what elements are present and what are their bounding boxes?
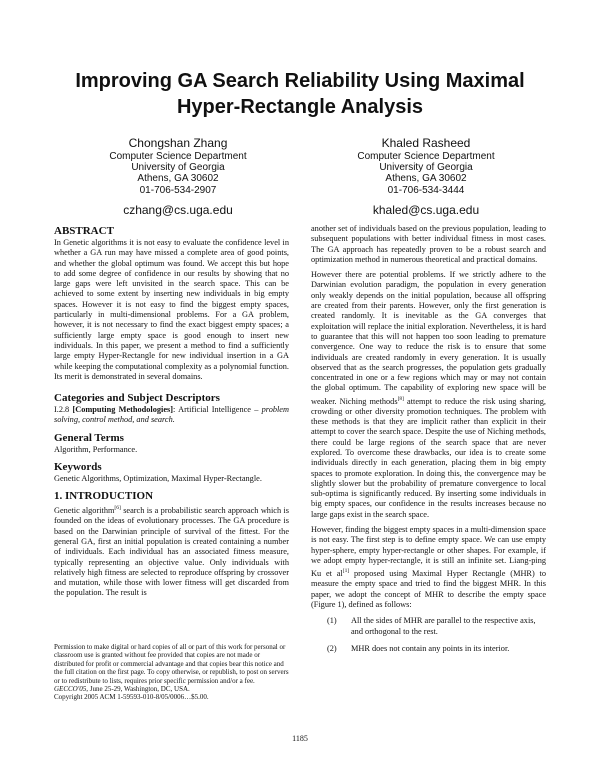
keywords-text: Genetic Algorithms, Optimization, Maximal Hyper-Rectangle. xyxy=(54,474,262,484)
citation-ref: [6] xyxy=(114,505,121,512)
author-city: Athens, GA 30602 xyxy=(385,173,467,185)
paragraph-text-a: However, finding the biggest empty spaces in a multi-dimension space is not easy. The first step is to define empty space. We can use empty hyper-sphere, empty hyper-rectangle or other shapes. For example, if we adopt empty hyper-rectangle, it is still an infinite set. Liang-ping Ku et al xyxy=(311,525,546,579)
list-text: All the sides of MHR are parallel to the respective axis, and orthogonal to the rest. xyxy=(351,616,536,636)
intro-text-b: search is a probabilistic search approach which is founded on the ideas of evolutionary processes. The GA procedure is based on the Darwinian principle of survival of the fittest. For the general GA, first an initial population is created containing a number of individuals. Each individual has an associated fitness measure, typically representing an objective value. Only individuals with relatively high fitness are selected to reproduce offspring by crossover and mutation, while those with lower fitness will get discarded from the population. The result is xyxy=(54,506,289,598)
definition-list xyxy=(311,616,546,654)
left-column xyxy=(54,225,289,599)
intro-text-a: Genetic algorithm xyxy=(54,506,115,516)
author-email: czhang@cs.uga.edu xyxy=(123,202,233,217)
category-code: I.2.8 xyxy=(54,405,73,415)
paragraph-text-a: However there are potential problems. If we strictly adhere to the Darwinian evolution paradigm, the population in every generation only weakly depends on the initial population, because all offspring are created from their parents. However, only the first generation is created randomly. It is inevitable as the GA converges that exploitation will replace the initial exploration. Nevertheless, it is hard to guarantee that this will not happen too soon leading to premature convergence. One way to reduce the risk is to ensure that some individuals are created randomly in every generation. It is usually observed that as the search progresses, the population gets gradually concentrated in one or a few regions which may or may not contain the global optimum. The capability of exploring new space will be weaker. Niching methods xyxy=(311,270,546,406)
citation-ref: [8] xyxy=(397,395,404,402)
author-univ: University of Georgia xyxy=(379,162,473,174)
title-line-1: Improving GA Search Reliability Using Maximal xyxy=(75,70,525,92)
author-email: khaled@cs.uga.edu xyxy=(372,202,480,217)
author-block-1 xyxy=(68,136,288,217)
category-bold: [Computing Methodologies] xyxy=(72,405,174,415)
categories-heading: Categories and Subject Descriptors xyxy=(54,392,220,405)
paragraph-text-b: proposed using Maximal Hyper Rectangle (MHR) to measure the empty space and tried to find the biggest MHR. In this paper, we adopt the concept of MHR to describe the empty space (Figure 1), defined as follows: xyxy=(311,569,546,609)
author-name: Khaled Rasheed xyxy=(381,136,471,150)
list-number: (2) xyxy=(327,643,337,653)
author-block-2 xyxy=(316,136,536,217)
author-phone: 01-706-534-2907 xyxy=(139,184,217,196)
author-dept: Computer Science Department xyxy=(109,151,247,162)
abstract-text: In Genetic algorithms it is not easy to evaluate the confidence level in whether a GA run may have missed a complete area of good points, and whether the global optimum was found. We accept this but hope to add some degree of confidence in our results by showing that no large gaps were left unvisited in the search space. This can be achieved to some extent by inserting new individuals in big empty spaces. However it is not easy to find the biggest empty spaces, particularly in multi-dimensional problems. For a GA problem, however, it is not necessary to find the exact biggest empty spaces; a sufficiently large empty space is good enough to insert new individuals. In this paper, we present a method to find a sufficiently large empty Hyper-Rectangle for new individual insertion in a GA while keeping the computational complexity as a polynomial function. Its merit is demonstrated in several domains. xyxy=(54,238,289,381)
author-phone: 01-706-534-3444 xyxy=(387,184,465,196)
permission-text: Permission to make digital or hard copies of all or part of this work for personal or classroom use is granted without fee provided that copies are not made or distributed for profit or commercial advantage and that copies bear this notice and the full citation on the first page. To copy otherwise, or republish, to post on servers or to redistribute to lists, requires prior specific permission and/or a fee. xyxy=(54,643,289,685)
title-line-2: Hyper-Rectangle Analysis xyxy=(176,96,423,118)
paragraph xyxy=(311,270,546,520)
copyright-text: Copyright 2005 ACM 1-59593-010-8/05/0006…$5.00. xyxy=(54,693,209,702)
general-terms-text: Algorithm, Performance. xyxy=(54,444,138,454)
list-number: (1) xyxy=(327,616,337,626)
introduction-text xyxy=(54,503,289,598)
list-item xyxy=(327,616,546,637)
categories-text xyxy=(54,405,289,426)
paragraph-text-b: attempt to reduce the risk using sharing, crowding or other diversity promotion techniques. The problem with these methods is that they are implicit rather than explicit in their attempt to cover the search space. Despite the use of Niching methods, there could be large regions of the search space that are never explored. To overcome these drawbacks, our idea is to create some individuals directly in each generation, placing them in big empty spaces to promote exploration. In doing this, the convergence may be slightly slower but the probability of premature convergence to local sub-optima is significantly reduced. By inserting some individuals in big empty spaces, our confidence in the results increases because no large gaps exist in the search space. xyxy=(311,396,546,519)
keywords-heading: Keywords xyxy=(54,461,102,474)
conference-details: , June 25-29, Washington, DC, USA. xyxy=(86,685,190,694)
permission-notice xyxy=(54,643,289,702)
introduction-heading: 1. INTRODUCTION xyxy=(54,490,154,503)
conference-name: GECCO'05 xyxy=(54,685,87,694)
author-univ: University of Georgia xyxy=(131,162,225,174)
category-rest: : Artificial Intelligence – xyxy=(173,405,259,415)
general-terms-heading: General Terms xyxy=(54,431,124,444)
list-item xyxy=(327,644,546,654)
abstract-heading: ABSTRACT xyxy=(54,225,114,237)
category-italic: problem solving, control method, and search. xyxy=(54,405,289,425)
author-dept: Computer Science Department xyxy=(357,151,495,162)
page-number: 1185 xyxy=(292,734,308,743)
author-city: Athens, GA 30602 xyxy=(137,173,219,185)
right-column xyxy=(311,224,546,654)
paragraph xyxy=(311,525,546,610)
author-name: Chongshan Zhang xyxy=(128,136,228,150)
paragraph: another set of individuals based on the previous population, leading to subsequent populations with better individual fitness in most cases. The GA approach has repeatedly proven to be a robust search and optimization method in numerous theoretical and practical domains. xyxy=(311,224,546,264)
citation-ref: [1] xyxy=(342,568,350,575)
paper-title xyxy=(60,68,540,120)
list-text: MHR does not contain any points in its interior. xyxy=(351,643,510,653)
